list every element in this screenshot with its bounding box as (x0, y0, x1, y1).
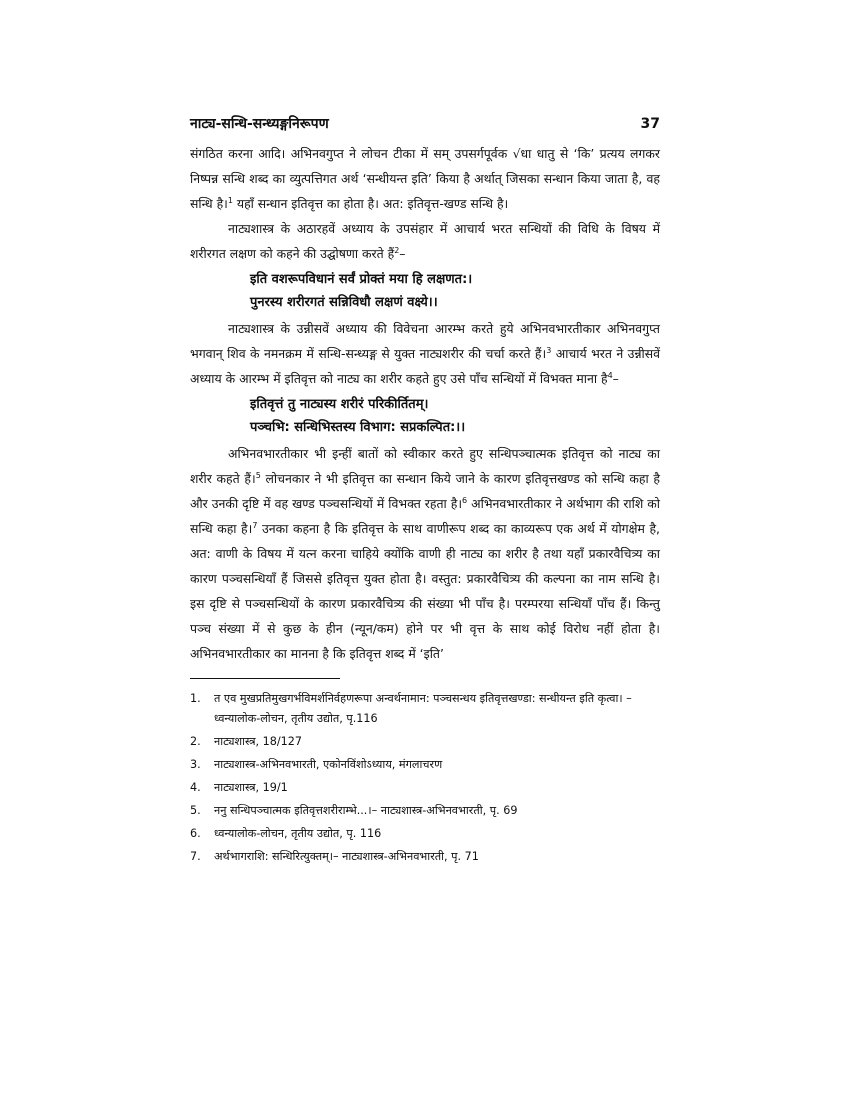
page-number: 37 (640, 116, 660, 132)
footnote-item: 5. ननु सन्धिपञ्चात्मक इतिवृत्तशरीराम्भे...।– नाट्यशास्त्र-अभिनवभारती, पृ. 69 (190, 804, 518, 817)
footnote-item: 7. अर्थभागराशि: सन्धिरित्युक्तम्।– नाट्यशास्त्र-अभिनवभारती, पृ. 71 (190, 850, 479, 863)
verse-line: पञ्चभि: सन्धिभिस्तस्य विभाग: सप्रकल्पित:।। (250, 420, 466, 435)
footnote-item: 6. ध्वन्यालोक-लोचन, तृतीय उद्योत, पृ. 116 (190, 827, 382, 840)
running-header (190, 114, 660, 133)
paragraph-1: संगठित करना आदि। अभिनवगुप्त ने लोचन टीका में सम् उपसर्गपूर्वक √धा धातु से ‘कि’ प्रत्यय लगकर निष्पन्न सन्धि शब्द का व्युत्पत्तिगत अर्थ ‘सन्धीयन्त इति’ किया है अर्थात् जिसका सन्धान किया जाता है, वह सन्धि है।$^1$ यहाँ सन्धान इतिवृत्त का होता है। अत: इतिवृत्त-खण्ड सन्धि है। (190, 146, 660, 211)
footnote-divider (190, 678, 340, 679)
paragraph-4: अभिनवभारतीकार भी इन्हीं बातों को स्वीकार करते हुए सन्धिपञ्चात्मक इतिवृत्त को नाट्य का शरीर कहते हैं।$^5$ लोचनकार ने भी इतिवृत्त का सन्धान किये जाने के कारण इतिवृत्तखण्ड को सन्धि कहा है और उनकी दृष्टि में वह खण्ड पञ्चसन्धियों में विभक्त रहता है।$^6$ अभिनवभारतीकार ने अर्थभाग की राशि को सन्धि कहा है।$^7$ उनका कहना है कि इतिवृत्त के साथ वाणीरूप शब्द का काव्यरूप एक अर्थ में योगक्षेम है, अत: वाणी के विषय में यत्न करना चाहिये क्योंकि वाणी ही नाट्य का शरीर है तथा यहाँ प्रकारवैचित्र्य का कारण पञ्चसन्धियाँ हैं जिससे इतिवृत्त युक्त होता है। वस्तुत: प्रकारवैचित्र्य की कल्पना का नाम सन्धि है। इस दृष्टि से पञ्चसन्धियों के कारण प्रकारवैचित्र्य की संख्या भी पाँच है। परम्परया सन्धियाँ पाँच हैं। किन्तु पञ्च संख्या में से कुछ के हीन (न्यून/कम) होने पर भी वृत्त के साथ कोई विरोध नहीं होता है। अभिनवभारतीकार का मानना है कि इतिवृत्त शब्द में ‘इति’ (190, 446, 660, 661)
footnote-item: 1. त एव मुखप्रतिमुखगर्भविमर्शनिर्वहणरूपा अन्वर्थनामान: पञ्चसन्धय इतिवृत्तखण्डा: सन्धीयन्त इति कृत्वा। –ध्वन्यालोक-लोचन, तृतीय उद्योत, पृ.116 (190, 692, 632, 725)
verse-2 (190, 393, 660, 439)
footnote-ref: 4 (607, 370, 613, 380)
footnote-ref: 1 (227, 195, 233, 205)
footnotes (190, 689, 660, 867)
verse-1 (190, 268, 660, 314)
verse-line: इतिवृत्तं तु नाट्यस्य शरीरं परिकीर्तितम्। (250, 397, 429, 412)
footnote-item: 3. नाट्यशास्त्र-अभिनवभारती, एकोनविंशोऽध्याय, मंगलाचरण (190, 758, 443, 771)
document-page (190, 114, 660, 870)
footnote-ref: 6 (462, 495, 468, 505)
paragraph-2: नाट्यशास्त्र के अठारहवें अध्याय के उपसंहार में आचार्य भरत सन्धियों की विधि के विषय में शरीरगत लक्षण को कहने की उद्घोषणा करते हैं$^2$– (190, 221, 660, 261)
verse-line: पुनरस्य शरीरगतं सन्निविधौ लक्षणं वक्ष्ये।। (250, 295, 438, 310)
verse-line: इति वशरूपविधानं सर्वं प्रोक्तं मया हि लक्षणत:। (250, 272, 473, 287)
footnote-ref: 7 (252, 520, 258, 530)
footnote-item: 4. नाट्यशास्त्र, 19/1 (190, 781, 288, 794)
footnote-ref: 3 (546, 345, 552, 355)
chapter-title: नाट्य-सन्धि-सन्ध्यङ्गनिरूपण (190, 116, 329, 132)
footnote-item: 2. नाट्यशास्त्र, 18/127 (190, 735, 302, 748)
footnote-ref: 5 (255, 470, 261, 480)
footnote-ref: 2 (394, 245, 400, 255)
paragraph-3: नाट्यशास्त्र के उन्नीसवें अध्याय की विवेचना आरम्भ करते हुये अभिनवभारतीकार अभिनवगुप्त भगवान् शिव के नमनक्रम में सन्धि-सन्ध्यङ्ग से युक्त नाट्यशरीर की चर्चा करते हैं।$^3$ आचार्य भरत ने उन्नीसवें अध्याय के आरम्भ में इतिवृत्त को नाट्य का शरीर कहते हुए उसे पाँच सन्धियों में विभक्त माना है$^4$– (190, 321, 660, 386)
